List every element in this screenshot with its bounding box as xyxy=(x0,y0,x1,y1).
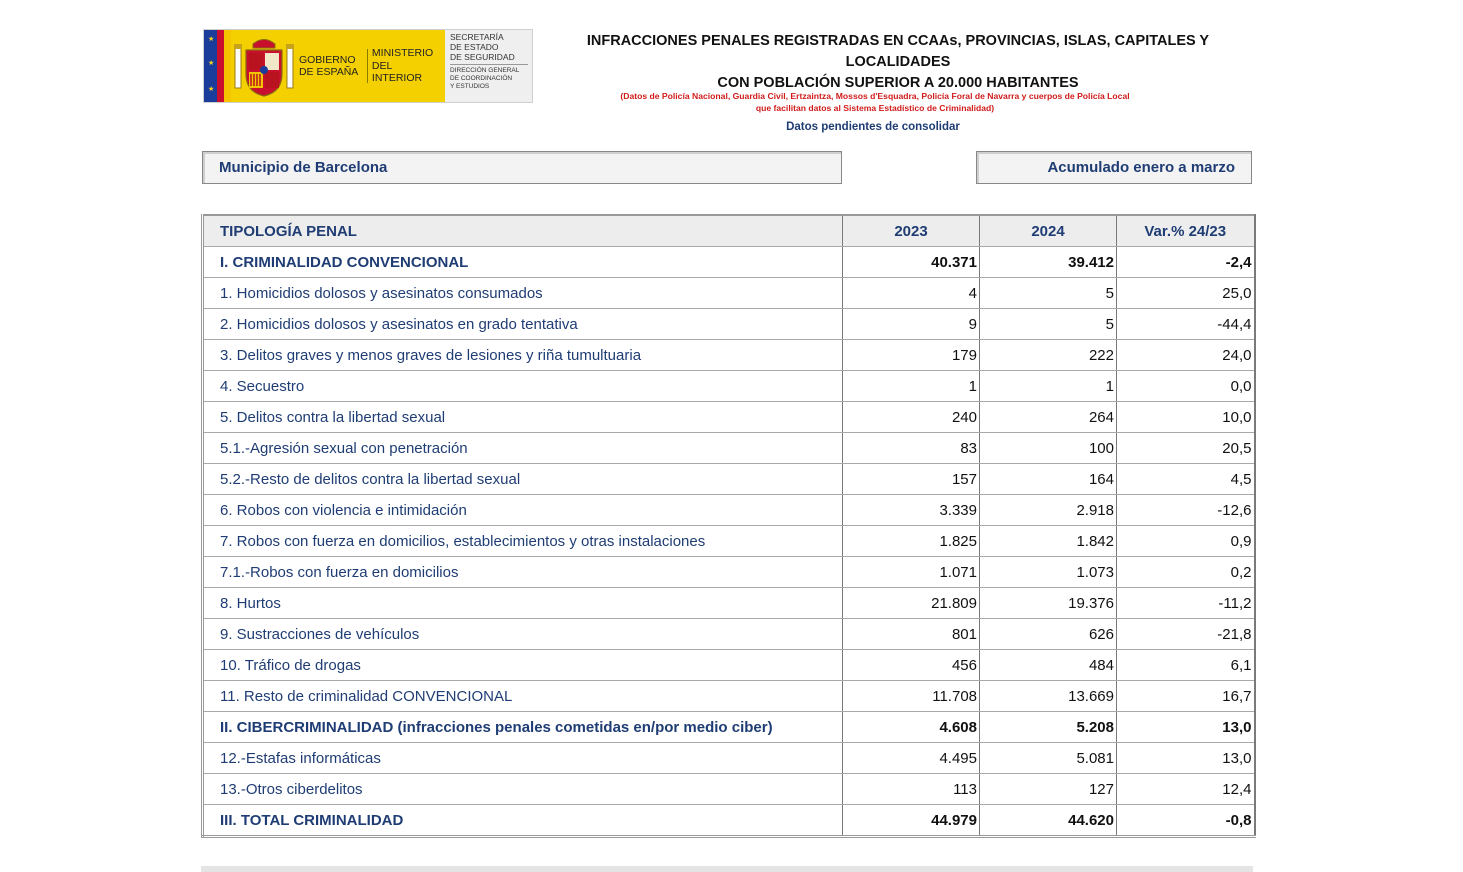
row-value-2024: 1.073 xyxy=(980,557,1117,588)
row-value-2024: 5 xyxy=(980,309,1117,340)
table-row xyxy=(203,681,1255,712)
table-row xyxy=(203,495,1255,526)
row-value-2023: 83 xyxy=(843,433,980,464)
row-label: 10. Tráfico de drogas xyxy=(203,650,843,681)
row-value-2024: 5 xyxy=(980,278,1117,309)
row-value-2023: 4.495 xyxy=(843,743,980,774)
table-row xyxy=(203,526,1255,557)
row-variation: 16,7 xyxy=(1117,681,1255,712)
row-variation: -11,2 xyxy=(1117,588,1255,619)
row-variation: 25,0 xyxy=(1117,278,1255,309)
row-variation: -2,4 xyxy=(1117,247,1255,278)
crime-table xyxy=(201,214,1256,838)
row-value-2023: 113 xyxy=(843,774,980,805)
row-value-2023: 4.608 xyxy=(843,712,980,743)
row-variation: 20,5 xyxy=(1117,433,1255,464)
row-variation: -21,8 xyxy=(1117,619,1255,650)
row-value-2024: 1.842 xyxy=(980,526,1117,557)
row-variation: 6,1 xyxy=(1117,650,1255,681)
row-variation: 0,0 xyxy=(1117,371,1255,402)
row-label: 13.-Otros ciberdelitos xyxy=(203,774,843,805)
footer-bar xyxy=(201,866,1253,872)
row-value-2024: 264 xyxy=(980,402,1117,433)
secretaria-block: SECRETARÍA DE ESTADO DE SEGURIDAD DIRECCIÓN GENERAL DE COORDINACIÓN Y ESTUDIOS xyxy=(445,30,532,102)
row-label: 8. Hurtos xyxy=(203,588,843,619)
header-tipologia: TIPOLOGÍA PENAL xyxy=(203,215,843,247)
data-sources-note: (Datos de Policía Nacional, Guardia Civil, Ertzaintza, Mossos d'Esquadra, Policía Foral de Navarra y cuerpos de Policía Local que facilitan datos al Sistema Estadístico de Criminalidad) xyxy=(620,91,1130,113)
row-label: 5. Delitos contra la libertad sexual xyxy=(203,402,843,433)
row-value-2023: 157 xyxy=(843,464,980,495)
row-value-2024: 626 xyxy=(980,619,1117,650)
table-row xyxy=(203,278,1255,309)
row-value-2023: 179 xyxy=(843,340,980,371)
row-value-2024: 5.081 xyxy=(980,743,1117,774)
table-row xyxy=(203,588,1255,619)
municipality-box: Municipio de Barcelona xyxy=(202,151,842,184)
row-label: I. CRIMINALIDAD CONVENCIONAL xyxy=(203,247,843,278)
table-row xyxy=(203,464,1255,495)
row-variation: 13,0 xyxy=(1117,743,1255,774)
row-label: 5.1.-Agresión sexual con penetración xyxy=(203,433,843,464)
row-label: 3. Delitos graves y menos graves de lesiones y riña tumultuaria xyxy=(203,340,843,371)
ministerio-label: MINISTERIO DEL INTERIOR xyxy=(367,49,445,83)
row-value-2024: 100 xyxy=(980,433,1117,464)
row-value-2024: 44.620 xyxy=(980,805,1117,837)
gobierno-label: GOBIERNO DE ESPAÑA xyxy=(298,53,359,78)
table-row xyxy=(203,712,1255,743)
row-value-2024: 13.669 xyxy=(980,681,1117,712)
row-label: 2. Homicidios dolosos y asesinatos en grado tentativa xyxy=(203,309,843,340)
header-2023: 2023 xyxy=(843,215,980,247)
coat-of-arms-icon xyxy=(233,34,295,98)
row-value-2023: 1.071 xyxy=(843,557,980,588)
row-value-2023: 456 xyxy=(843,650,980,681)
table-row xyxy=(203,371,1255,402)
row-label: 12.-Estafas informáticas xyxy=(203,743,843,774)
header-2024: 2024 xyxy=(980,215,1117,247)
row-value-2023: 1.825 xyxy=(843,526,980,557)
row-variation: 12,4 xyxy=(1117,774,1255,805)
row-value-2023: 240 xyxy=(843,402,980,433)
row-value-2024: 484 xyxy=(980,650,1117,681)
table-row xyxy=(203,340,1255,371)
row-label: 4. Secuestro xyxy=(203,371,843,402)
row-value-2024: 222 xyxy=(980,340,1117,371)
table-row xyxy=(203,402,1255,433)
row-label: 9. Sustracciones de vehículos xyxy=(203,619,843,650)
row-value-2024: 19.376 xyxy=(980,588,1117,619)
row-variation: 0,9 xyxy=(1117,526,1255,557)
row-label: II. CIBERCRIMINALIDAD (infracciones penales cometidas en/por medio ciber) xyxy=(203,712,843,743)
row-label: 1. Homicidios dolosos y asesinatos consumados xyxy=(203,278,843,309)
row-label: 11. Resto de criminalidad CONVENCIONAL xyxy=(203,681,843,712)
table-row xyxy=(203,433,1255,464)
period-box: Acumulado enero a marzo xyxy=(976,151,1252,184)
table-header-row xyxy=(203,215,1255,247)
pending-note: Datos pendientes de consolidar xyxy=(786,121,960,133)
row-value-2023: 801 xyxy=(843,619,980,650)
page-title: INFRACCIONES PENALES REGISTRADAS EN CCAAs, PROVINCIAS, ISLAS, CAPITALES Y LOCALIDADES CON POBLACIÓN SUPERIOR A 20.000 HABITANTES xyxy=(586,33,1210,91)
row-label: 7.1.-Robos con fuerza en domicilios xyxy=(203,557,843,588)
table-row xyxy=(203,247,1255,278)
row-variation: 13,0 xyxy=(1117,712,1255,743)
table-row xyxy=(203,743,1255,774)
row-variation: -0,8 xyxy=(1117,805,1255,837)
row-label: 6. Robos con violencia e intimidación xyxy=(203,495,843,526)
row-value-2024: 39.412 xyxy=(980,247,1117,278)
row-value-2024: 5.208 xyxy=(980,712,1117,743)
table-row xyxy=(203,557,1255,588)
row-value-2024: 127 xyxy=(980,774,1117,805)
row-label: III. TOTAL CRIMINALIDAD xyxy=(203,805,843,837)
row-label: 7. Robos con fuerza en domicilios, establecimientos y otras instalaciones xyxy=(203,526,843,557)
row-label: 5.2.-Resto de delitos contra la libertad sexual xyxy=(203,464,843,495)
row-variation: 0,2 xyxy=(1117,557,1255,588)
row-value-2024: 2.918 xyxy=(980,495,1117,526)
row-value-2023: 40.371 xyxy=(843,247,980,278)
row-variation: -44,4 xyxy=(1117,309,1255,340)
header-variation: Var.% 24/23 xyxy=(1117,215,1255,247)
government-logo xyxy=(203,29,533,103)
eu-flag-icon: ★ ★ ★ xyxy=(204,30,231,102)
row-variation: 10,0 xyxy=(1117,402,1255,433)
table-row xyxy=(203,619,1255,650)
row-value-2024: 1 xyxy=(980,371,1117,402)
gobierno-block xyxy=(231,30,445,102)
row-variation: 4,5 xyxy=(1117,464,1255,495)
row-variation: 24,0 xyxy=(1117,340,1255,371)
table-row xyxy=(203,805,1255,837)
row-value-2023: 9 xyxy=(843,309,980,340)
table-row xyxy=(203,309,1255,340)
row-value-2023: 4 xyxy=(843,278,980,309)
row-variation: -12,6 xyxy=(1117,495,1255,526)
row-value-2023: 1 xyxy=(843,371,980,402)
table-row xyxy=(203,650,1255,681)
row-value-2023: 21.809 xyxy=(843,588,980,619)
row-value-2023: 3.339 xyxy=(843,495,980,526)
table-row xyxy=(203,774,1255,805)
row-value-2023: 44.979 xyxy=(843,805,980,837)
row-value-2024: 164 xyxy=(980,464,1117,495)
row-value-2023: 11.708 xyxy=(843,681,980,712)
table-body xyxy=(203,247,1255,837)
